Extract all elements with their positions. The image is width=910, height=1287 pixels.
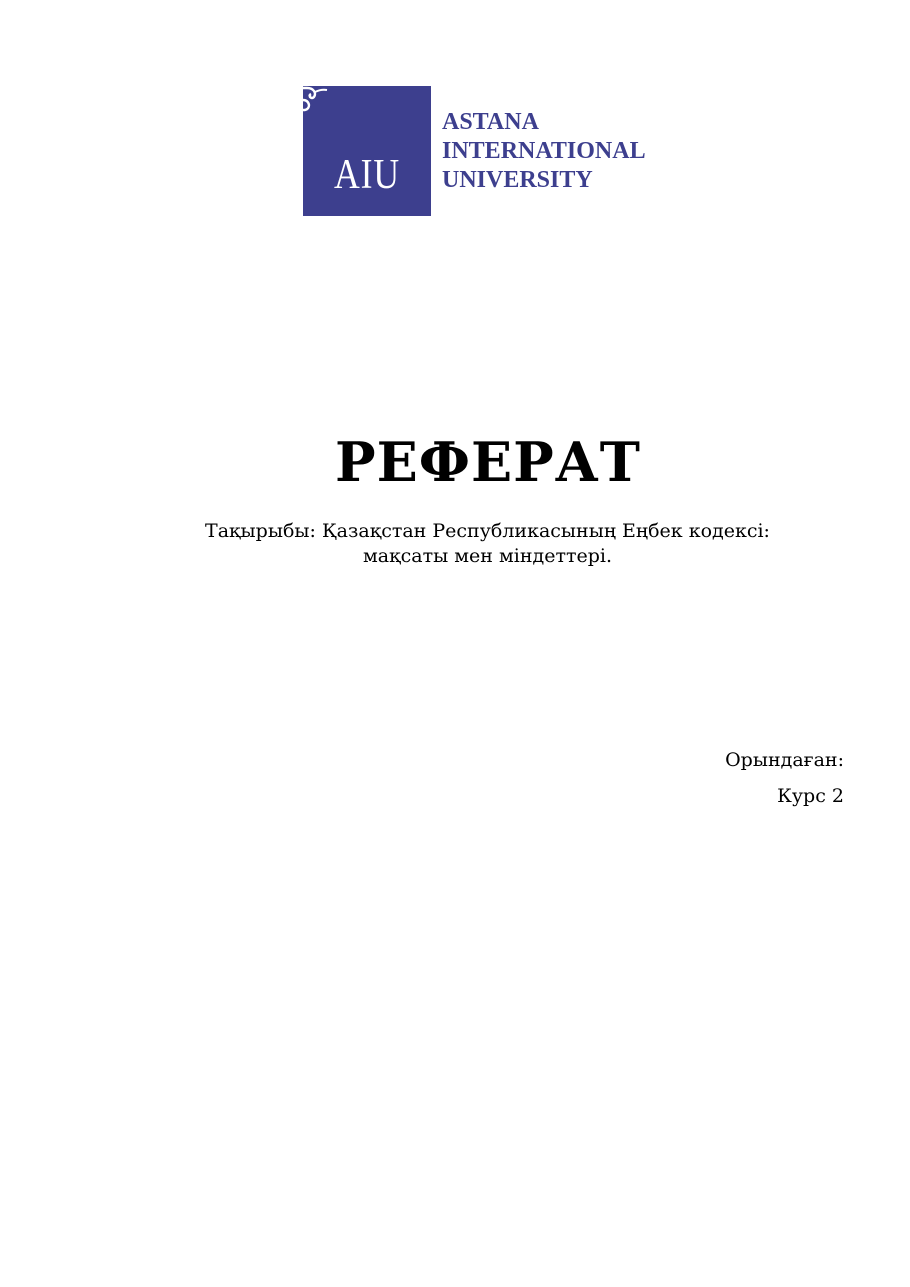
logo-word-2: INTERNATIONAL: [442, 138, 646, 164]
logo-word-3: UNIVERSITY: [442, 167, 593, 193]
performer-course: Курс 2: [777, 785, 844, 807]
performer-block: [725, 742, 844, 814]
document-subject: [60, 519, 910, 569]
university-logo: [303, 86, 683, 216]
subject-line-2: мақсаты мен міндеттері.: [363, 545, 612, 567]
logo-word-1: ASTANA: [442, 109, 539, 135]
document-title: РЕФЕРАТ: [335, 430, 641, 494]
logo-square: [303, 86, 431, 216]
subject-line-1: Тақырыбы: Қазақстан Республикасының Еңбек кодексі:: [205, 520, 770, 542]
logo-mark: AIU: [333, 152, 401, 198]
logo-wordmark: [442, 108, 646, 195]
performer-label: Орындаған:: [725, 749, 844, 771]
ornament-icon: [303, 86, 333, 112]
